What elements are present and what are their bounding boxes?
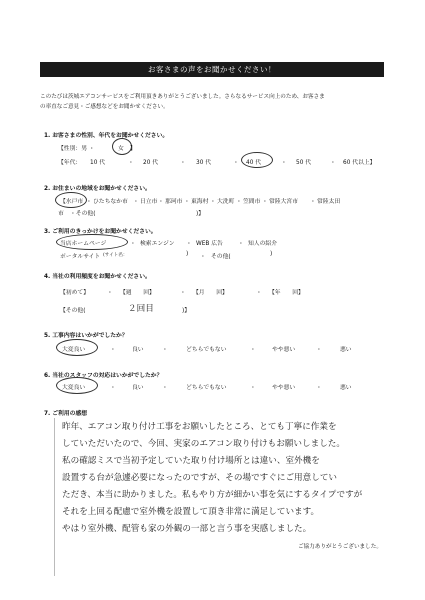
- q3-option-selected[interactable]: 当店ホームページ: [60, 241, 107, 247]
- q1-gender-close: 】: [130, 146, 136, 152]
- q4-other-value: ２回目: [128, 304, 154, 314]
- q7-comment-line: 設置する台が急遽必要になったのですが、その場ですぐにご用意してい: [62, 473, 338, 483]
- q1-age-option[interactable]: 30 代: [196, 160, 212, 166]
- q6-option[interactable]: 良い: [132, 385, 144, 391]
- q2-line2-prefix: 市: [58, 211, 64, 217]
- q4-title: 4. 当社の利用頻度をお聞かせください。: [44, 274, 151, 280]
- q2-option[interactable]: 那珂市: [165, 199, 183, 205]
- q7-comment-line: ただき、本当に助かりました。私もやり方が細かい事を気にするタイプですが: [62, 490, 363, 500]
- q2-option-selected[interactable]: 【水戸市: [60, 199, 84, 205]
- q1-gender-label: 【性別：男 ・: [58, 146, 95, 152]
- q1-gender-circle: [112, 138, 132, 155]
- q3-portal-close: ): [186, 251, 189, 257]
- q3-portal-sitename: (サイト名：: [103, 253, 128, 258]
- q2-option[interactable]: 大洗町: [217, 199, 235, 205]
- q1-age-option[interactable]: 20 代: [143, 160, 159, 166]
- intro-line: の率直なご意見・ご感想などをお聞かせください。: [40, 104, 169, 110]
- q2-other-close: )】: [196, 211, 205, 217]
- q7-comment-line: していただいたので、今回、実家のエアコン取り付けもお願いしました。: [62, 439, 345, 449]
- q1-age-circle: [241, 152, 273, 168]
- q2-option[interactable]: 常陸大宮市: [269, 199, 298, 205]
- q3-option[interactable]: WEB 広告: [196, 241, 223, 247]
- q2-option[interactable]: 東海村: [191, 199, 209, 205]
- q7-comment-line: それを上回る配慮で室外機を設置して頂き非常に満足しています。: [62, 507, 320, 517]
- q4-option[interactable]: 【週 回】: [120, 290, 155, 296]
- q5-option[interactable]: 良い: [132, 347, 144, 353]
- q1-age-label: 【年代：: [58, 160, 82, 166]
- intro-line: このたびは茨城エアコンサービスをご利用頂きありがとうございました。さらなるサービス向上のため、お客さま: [40, 94, 325, 100]
- q3-title: 3. ご利用のきっかけをお聞かせください。: [44, 229, 157, 235]
- thanks-text: ご協力ありがとうございました。: [298, 544, 382, 550]
- intro-text: [40, 92, 390, 112]
- q7-comment-line: やはり室外機、配管も家の外観の一部と言う事を実感しました。: [62, 524, 312, 534]
- q7-left-rule: [54, 418, 55, 576]
- q6-title: 6. 当社のスタッフの対応はいかがでしたか？: [44, 373, 163, 379]
- q7-comment-line: 昨年、エアコン取り付け工事をお願いしたところ、とても丁寧に作業を: [62, 422, 337, 432]
- q1-age-option[interactable]: 50 代: [296, 160, 312, 166]
- q1-age-option[interactable]: 10 代: [90, 160, 106, 166]
- survey-sheet: お客さまの声をお聞かせください！ このたびは茨城エアコンサービスをご利用頂きありがとうございました。さらなるサービス向上のため、お客さま の率直なご意見・ご感想などをお聞かせください。 1. お客さまの性別、年代をお聞かせください。 【性別：男 ・ 女 】 【年代： 10 代 ・ 20 代 ・ 30 代 ・ 40 代 ・ 50 代 ・ 60 代以上】 2. お住まいの地域をお聞かせください。 【水戸市 ・ ひたちなか市 ・ 日立市 ・ 那珂市 ・ 東海村 ・ 大洗町 ・ 笠間市 ・ 常陸大宮市 ・ 常陸太田 市 ・その他( )】 3. ご利用のきっかけをお聞かせください。 当店ホームページ ・ 検索エンジン ・ WEB 広告 ・ 知人の紹介 ポータルサイト (サイト名： ) ・ その他( ) 4. 当社の利用頻度をお聞かせください。 【初めて】 ・ 【週 回】 ・ 【月 回】 ・ 【年 回】 【その他( ２回目 )】 5. 工事内容はいかがでしたか？ 大変良い ・ 良い ・ どちらでもない ・ やや悪い ・ 悪い 6. 当社のスタッフの対応はいかがでしたか？ 大変良い ・ 良い ・ どちらでもない ・ やや悪い ・ 悪い 7. ご利用の感想 昨年、エアコン取り付け工事をお願いしたところ、とても丁寧に作業を していただいたので、今回、実家のエアコン取り付けもお願いしました。 私の確認ミスで当初予定していた取り付け場所とは違い、室外機を 設置する台が急遽必要になったのですが、その場ですぐにご用意してい ただき、本当に助かりました。私もやり方が細かい事を気にするタイプですが それを上回る配慮で室外機を設置して頂き非常に満足しています。 やはり室外機、配管も家の外観の一部と言う事を実感しました。 ご協力ありがとうございました。: [0, 0, 425, 600]
- q6-option[interactable]: どちらでもない: [186, 385, 227, 391]
- q1-age-option-selected[interactable]: 40 代: [246, 160, 262, 166]
- q4-option[interactable]: 【月 回】: [193, 290, 228, 296]
- q3-portal-label[interactable]: ポータルサイト: [60, 254, 101, 260]
- q4-option[interactable]: 【年 回】: [269, 290, 304, 296]
- q3-other-label[interactable]: その他(: [211, 254, 231, 260]
- q2-title: 2. お住まいの地域をお聞かせください。: [44, 186, 151, 192]
- q2-other-label[interactable]: ・その他(: [70, 211, 96, 217]
- q3-option[interactable]: 知人の紹介: [248, 241, 277, 247]
- q4-other-label[interactable]: 【その他(: [60, 308, 86, 314]
- q7-comment-line: 私の確認ミスで当初予定していた取り付け場所とは違い、室外機を: [62, 456, 320, 466]
- q5-option[interactable]: どちらでもない: [186, 347, 227, 353]
- q7-title: 7. ご利用の感想: [44, 411, 88, 417]
- q1-title: 1. お客さまの性別、年代をお聞かせください。: [44, 133, 169, 139]
- q4-other-close: )】: [182, 308, 191, 314]
- q6-option-selected[interactable]: 大変良い: [62, 385, 86, 391]
- q2-option[interactable]: 笠間市: [243, 199, 261, 205]
- q5-option[interactable]: 悪い: [340, 347, 352, 353]
- q1-age-option[interactable]: 60 代以上】: [343, 160, 376, 166]
- q2-option[interactable]: ひたちなか市: [93, 199, 128, 205]
- q3-option[interactable]: 検索エンジン: [140, 241, 175, 247]
- q4-option[interactable]: 【初めて】: [60, 290, 89, 296]
- q5-option[interactable]: やや悪い: [272, 347, 296, 353]
- q1-gender-selected[interactable]: 女: [118, 146, 124, 152]
- survey-banner: お客さまの声をお聞かせください！: [40, 62, 384, 77]
- q3-other-close: ): [270, 251, 273, 257]
- q2-option[interactable]: 常陸太田: [317, 199, 341, 205]
- q6-option[interactable]: やや悪い: [272, 385, 296, 391]
- q2-option[interactable]: 日立市: [140, 199, 158, 205]
- q5-title: 5. 工事内容はいかがでしたか？: [44, 333, 128, 339]
- q5-option-selected[interactable]: 大変良い: [62, 347, 86, 353]
- q6-option[interactable]: 悪い: [340, 385, 352, 391]
